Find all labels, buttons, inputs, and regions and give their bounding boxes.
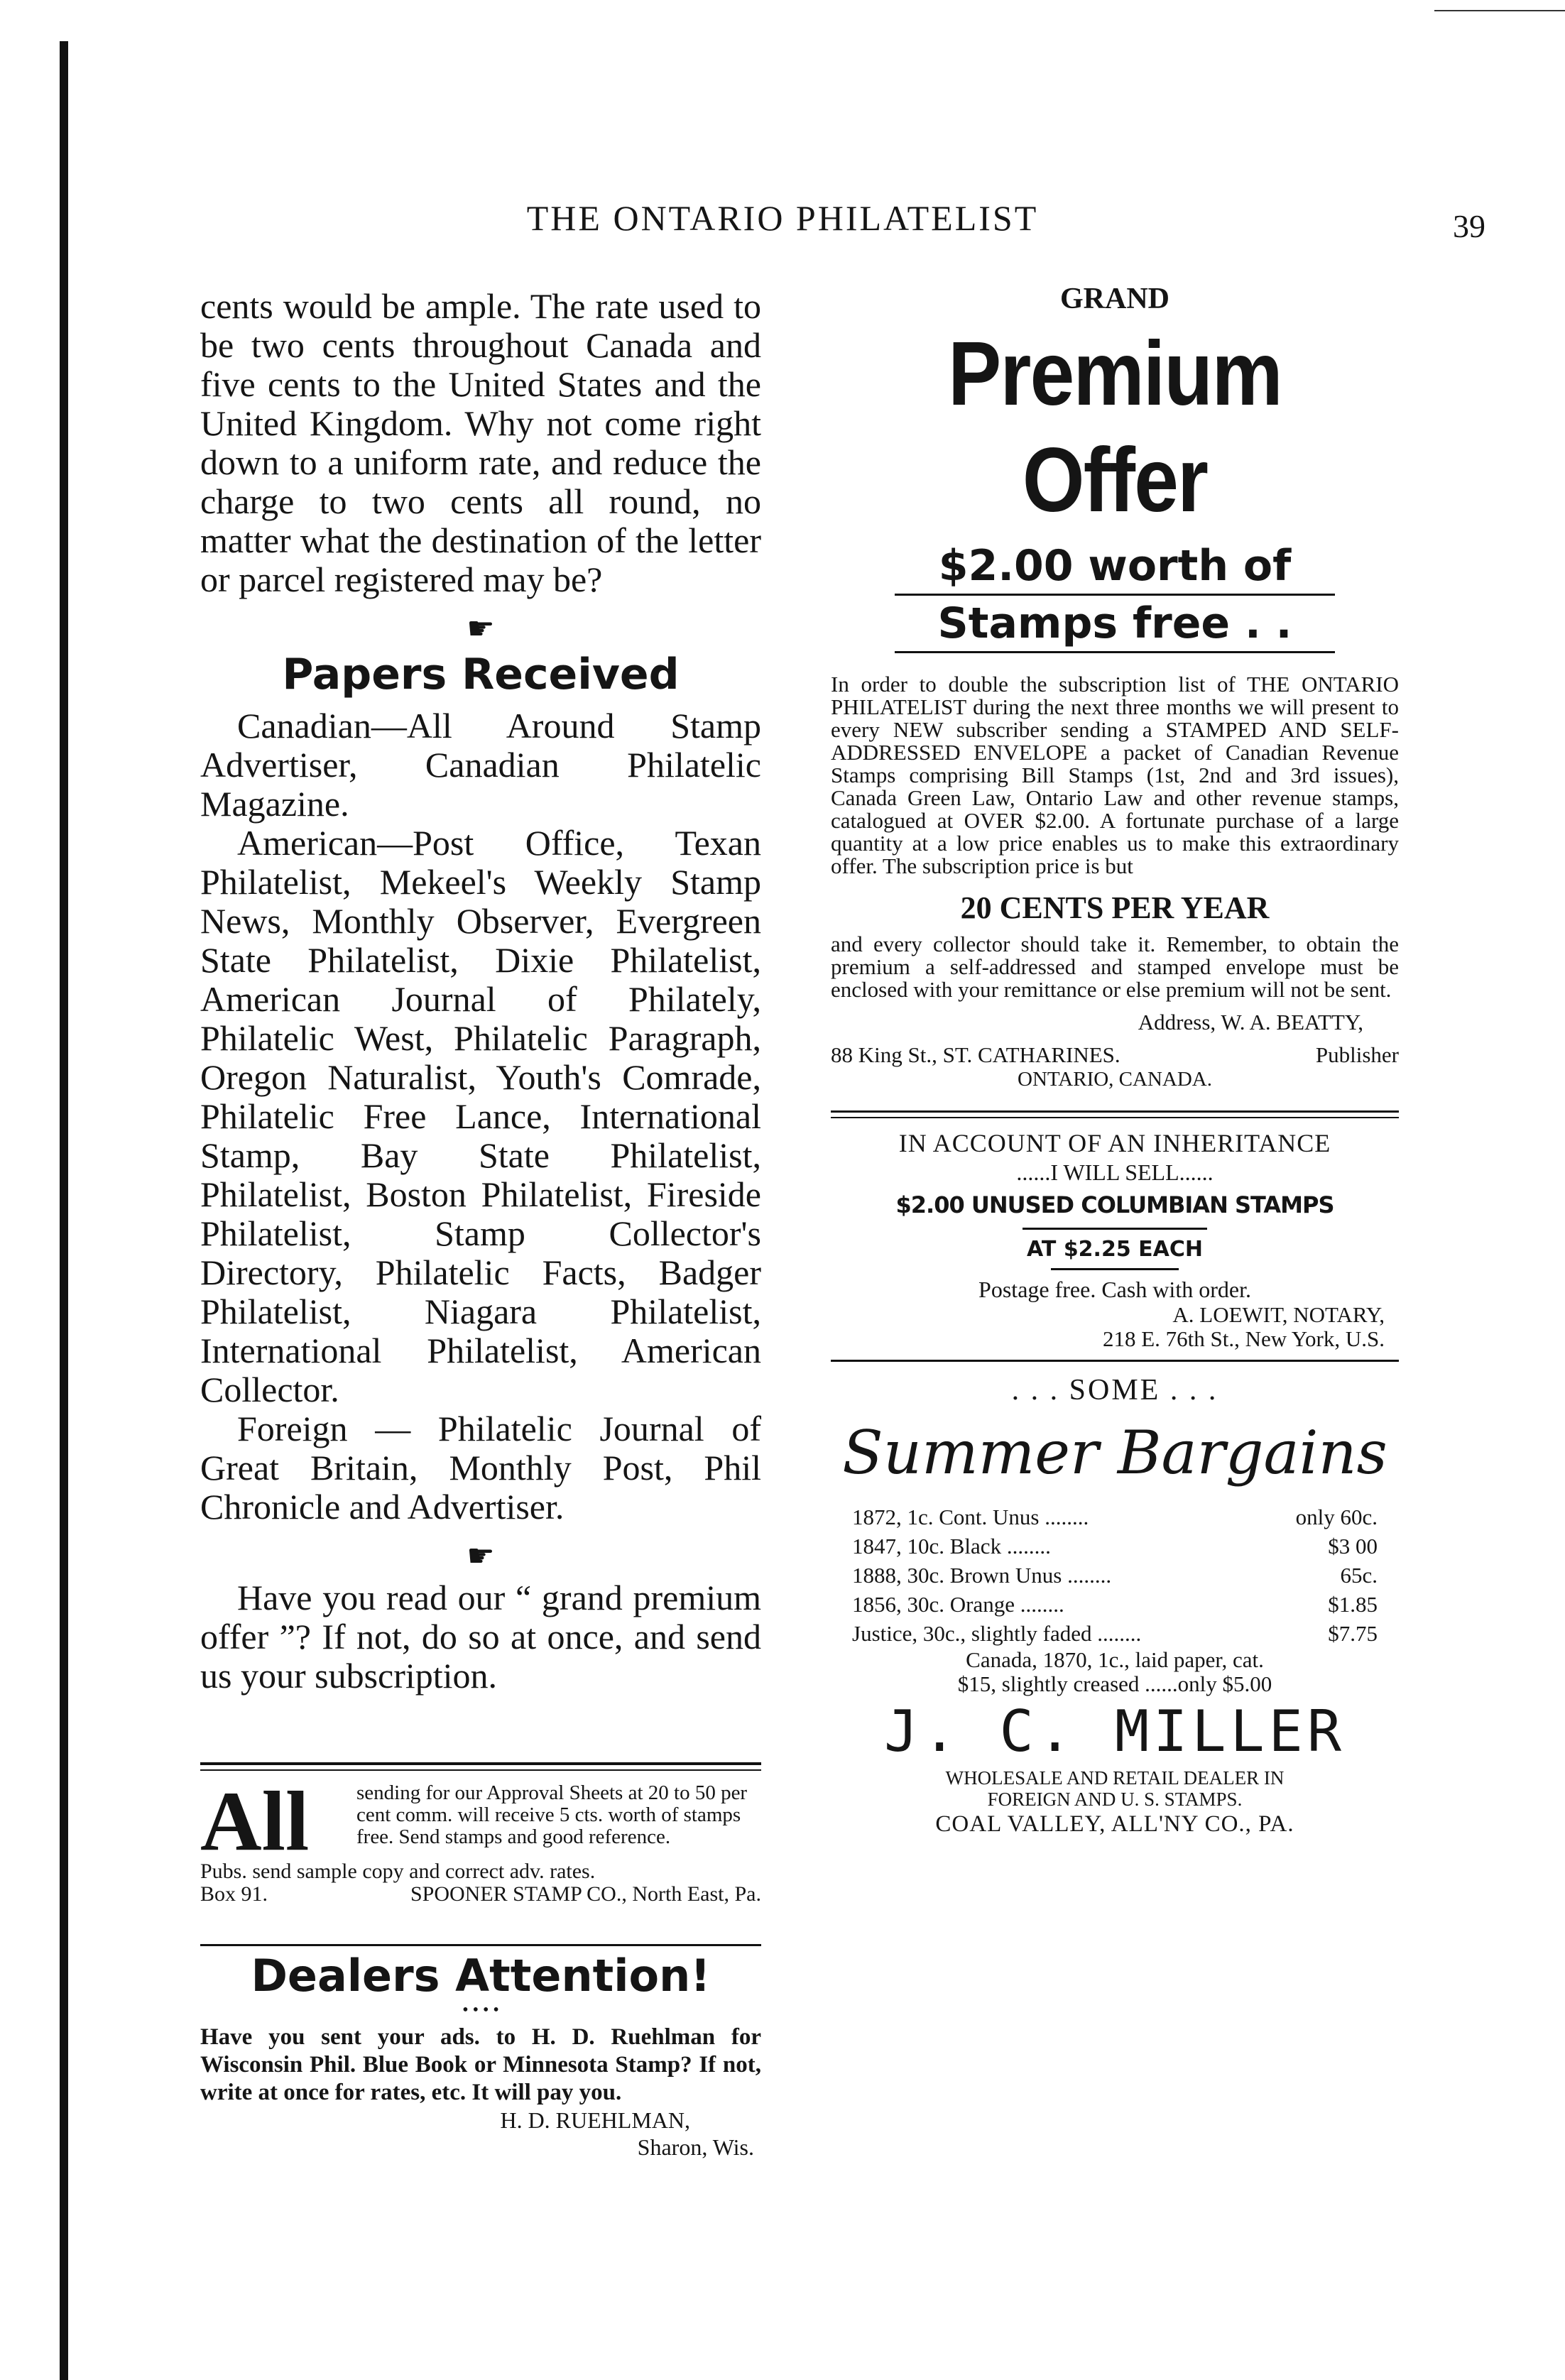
bargain-price: 65c. [1340, 1563, 1378, 1588]
bargain-item: 1872, 1c. Cont. Unus ........ [852, 1505, 1089, 1529]
offer-text: In order to double the subscription list of THE ONTARIO PHILATELIST during the next three months we will present to every NEW subscriber sending a STAMPED AND SELF-ADDRESSED ENVELOPE a packet of Canadian Revenue Stamps comprising Bill Stamps (1st, 2nd and 3rd issues), Canada Green Law, Ontario Law and other revenue stamps, catalogued at OVER $2.00. A fortunate purchase of a large quantity at a low price enables us to make this extraordinary offer. The subscription price is but [831, 672, 1399, 878]
some-line: . . . SOME . . . [1011, 1374, 1218, 1407]
will-sell-line: ......I WILL SELL...... [1016, 1159, 1214, 1185]
bargain-item: 1888, 30c. Brown Unus ........ [852, 1563, 1112, 1588]
bargain-price: $3 00 [1328, 1534, 1378, 1559]
bargain-price: only 60c. [1295, 1505, 1378, 1529]
bargain-item: 1856, 30c. Orange ........ [852, 1592, 1064, 1617]
all-ad-box: Box 91. [200, 1882, 268, 1906]
all-big-word: All [200, 1774, 310, 1868]
all-ad-firm: SPOONER STAMP CO., North East, Pa. [410, 1882, 761, 1906]
canada-line-2: $15, slightly creased ......only $5.00 [957, 1671, 1272, 1696]
divider [831, 1360, 1399, 1362]
bargain-item: Justice, 30c., slightly faded ........ [852, 1621, 1142, 1646]
province-line: ONTARIO, CANADA. [1018, 1068, 1212, 1091]
bargain-price: $1.85 [1328, 1592, 1378, 1617]
papers-heading: Papers Received [282, 650, 680, 699]
street-line: 88 King St., ST. CATHARINES. [831, 1042, 1120, 1067]
divider [895, 651, 1335, 653]
dealers-signature: H. D. RUEHLMAN, [500, 2107, 690, 2133]
divider [831, 1110, 1399, 1113]
dealers-text: Have you sent your ads. to H. D. Ruehlman for Wisconsin Phil. Blue Book or Minnesota Stamp? If not, write at once for rates, etc. It will pay you. [200, 2024, 761, 2105]
miller-name: J. C. MILLER [884, 1698, 1346, 1764]
left-column [200, 287, 761, 1696]
running-title: THE ONTARIO PHILATELIST [526, 198, 1039, 238]
bargain-row [852, 1502, 1378, 1532]
all-ad-line2: Pubs. send sample copy and correct adv. rates. [200, 1860, 596, 1883]
cents-per-year: 20 CENTS PER YEAR [960, 890, 1270, 925]
intro-paragraph: cents would be ample. The rate used to be two cents throughout Canada and five cents to the United States and the United Kingdom. Why not come right down to a uniform rate, and reduce the charge to two cents all round, no matter what the destination of the letter or parcel registered may be? [200, 286, 761, 599]
foreign-list: Foreign — Philatelic Journal of Great Britain, Monthly Post, Phil Chronicle and Advertiser. [200, 1409, 761, 1527]
bargain-list [831, 1495, 1399, 1648]
american-list: American—Post Office, Texan Philatelist, Mekeel's Weekly Stamp News, Monthly Observer, Evergreen State Philatelist, Dixie Philatelist, American Journal of Philately, Philatelic West, Philatelic Paragraph, Oregon Naturalist, Youth's Comrade, Philatelic Free Lance, International Stamp, Bay State Philatelist, Philatelist, Boston Philatelist, Fireside Philatelist, Stamp Collector's Directory, Philatelic Facts, Badger Philatelist, Niagara Philatelist, International Philatelist, American Collector. [200, 823, 761, 1409]
canadian-list: Canadian—All Around Stamp Advertiser, Canadian Philatelic Magazine. [200, 706, 761, 824]
bargain-price: $7.75 [1328, 1621, 1378, 1646]
approval-sheets-ad [200, 1774, 761, 1906]
summer-bargains-title: Summer Bargains [842, 1418, 1387, 1488]
bargain-row [852, 1619, 1378, 1648]
loewit-name: A. LOEWIT, NOTARY, [1172, 1302, 1385, 1327]
dealers-place: Sharon, Wis. [637, 2134, 754, 2160]
inheritance-line: IN ACCOUNT OF AN INHERITANCE [898, 1129, 1331, 1157]
divider [1051, 1268, 1179, 1270]
worth-line: $2.00 worth of [938, 541, 1292, 591]
columbian-line: $2.00 UNUSED COLUMBIAN STAMPS [895, 1191, 1334, 1218]
bargain-row [852, 1561, 1378, 1590]
foreign-us-line: FOREIGN AND U. S. STAMPS. [987, 1789, 1243, 1810]
divider [1023, 1228, 1207, 1230]
bargain-row [852, 1532, 1378, 1561]
bargain-row [852, 1590, 1378, 1619]
divider [200, 1944, 761, 1946]
divider [200, 1762, 761, 1765]
hand-ornament-icon: ☛ [467, 1539, 495, 1573]
postage-line: Postage free. Cash with order. [978, 1277, 1251, 1302]
wholesale-line: WHOLESALE AND RETAIL DEALER IN [945, 1767, 1285, 1789]
address-line: Address, W. A. BEATTY, [1138, 1010, 1363, 1035]
hand-ornament-icon: ☛ [467, 611, 495, 646]
grand-label: GRAND [1060, 283, 1169, 315]
dealers-heading: Dealers Attention! [251, 1950, 711, 2002]
all-ad-text: sending for our Approval Sheets at 20 to 50 per cent comm. will receive 5 cts. worth of stamps free. Send stamps and good reference. [356, 1781, 748, 1848]
collector-text: and every collector should take it. Remember, to obtain the premium a self-addressed and stamped envelope must be enclosed with your remittance or else premium will not be sent. [831, 932, 1399, 1002]
loewit-address: 218 E. 76th St., New York, U.S. [1102, 1326, 1385, 1351]
bargain-item: 1847, 10c. Black ........ [852, 1534, 1051, 1559]
premium-note: Have you read our “ grand premium offer ”? If not, do so at once, and send us your subscription. [200, 1578, 761, 1696]
publisher-label: Publisher [1315, 1042, 1399, 1067]
page-number: 39 [1453, 208, 1485, 244]
top-rule [1434, 10, 1565, 11]
divider [831, 1117, 1399, 1118]
binding-edge [60, 41, 68, 2380]
canada-line-1: Canada, 1870, 1c., laid paper, cat. [966, 1647, 1264, 1672]
stamps-free-line: Stamps free . . [937, 599, 1292, 648]
premium-offer-title: Premium Offer [948, 323, 1282, 531]
dealers-dots: • • • • [462, 2001, 499, 2019]
dealers-ad [200, 1951, 761, 2161]
each-price: AT $2.25 EACH [1027, 1237, 1203, 1262]
coal-valley-line: COAL VALLEY, ALL'NY CO., PA. [935, 1811, 1294, 1837]
divider [200, 1769, 761, 1771]
right-column [831, 281, 1399, 1838]
